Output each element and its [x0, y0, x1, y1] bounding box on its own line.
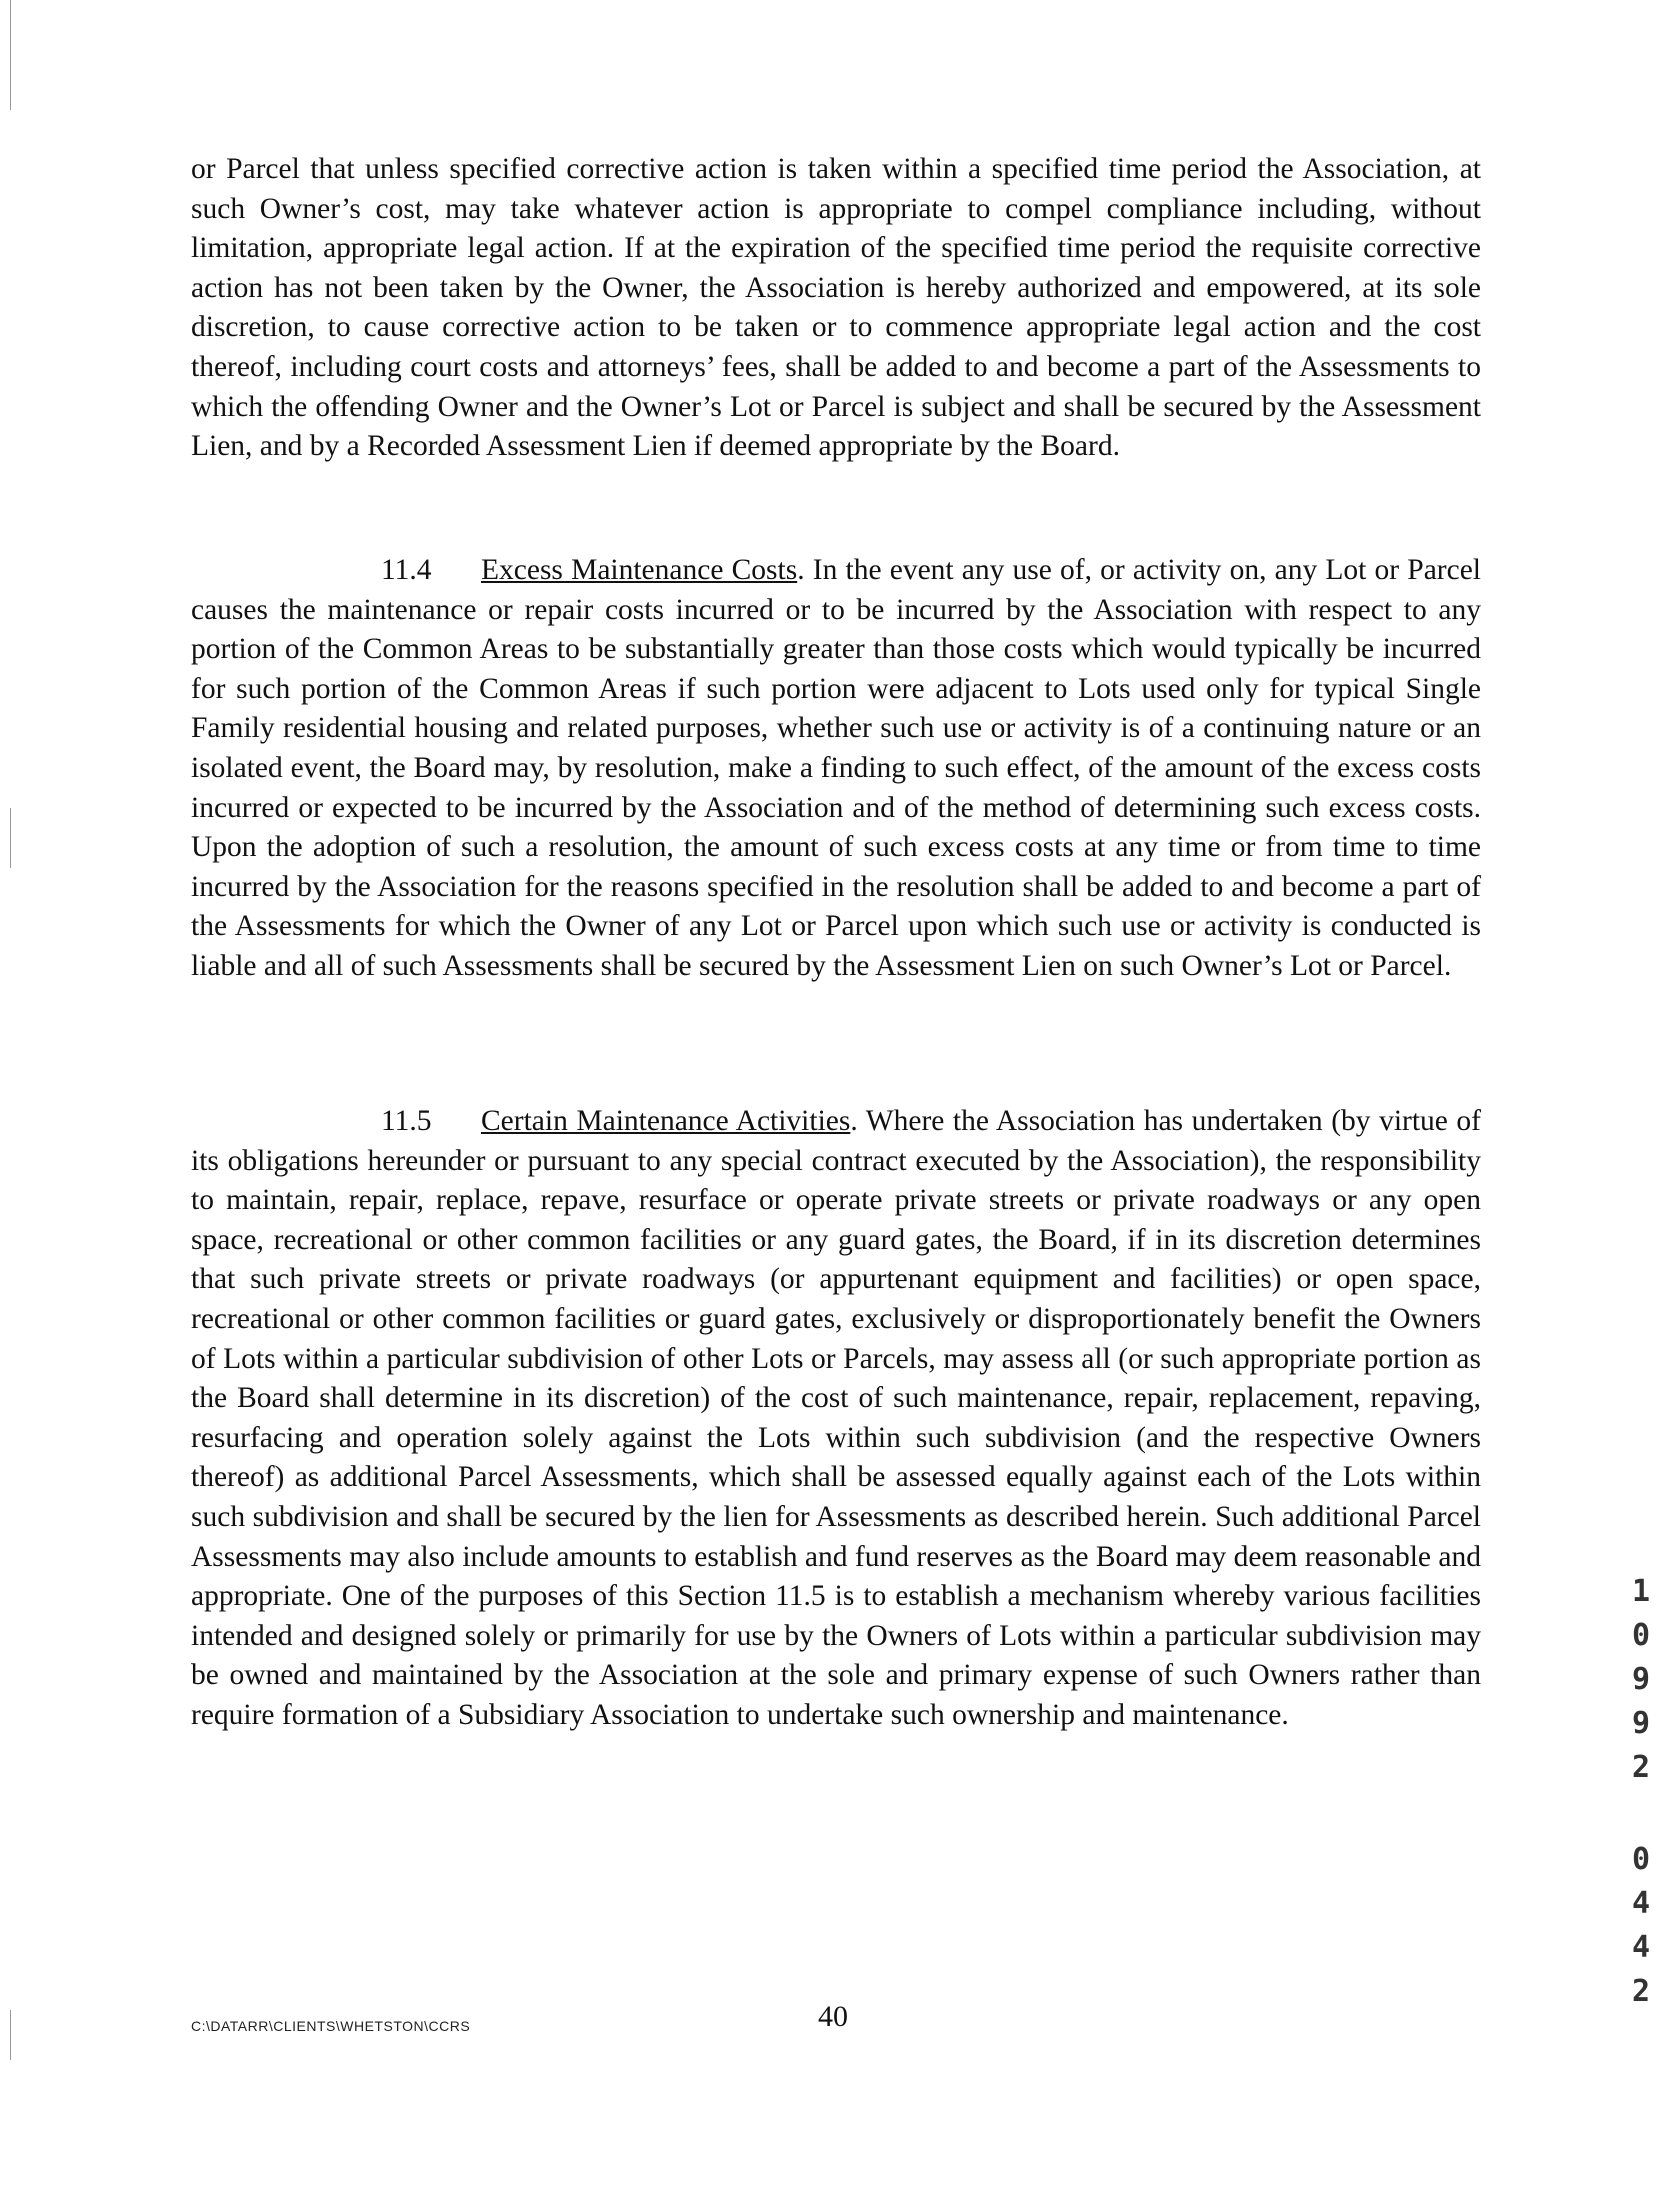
recording-stamp	[1621, 1570, 1661, 2014]
section-heading: Certain Maintenance Activities	[481, 1105, 851, 1137]
stamp-digit: 1	[1631, 1574, 1651, 1609]
section-11-5	[191, 1102, 1481, 1736]
stamp-digit: 4	[1631, 1886, 1651, 1921]
paragraph-text: . In the event any use of, or activity on, any Lot or Parcel causes the maintenance or repair costs incurred or to be incurred by the Association with respect to any portion of the Common Areas to be substantially greater than those costs which would typically be incurred for such portion of the Common Areas if such portion were adjacent to Lots used only for typical Single Family residential housing and related purposes, whether such use or activity is of a continuing nature or an isolated event, the Board may, by resolution, make a finding to such effect, of the amount of the excess costs incurred or expected to be incurred by the Association and of the method of determining such excess costs. Upon the adoption of such a resolution, the amount of such excess costs at any time or from time to time incurred by the Association for the reasons specified in the resolution shall be added to and become a part of the Assessments for which the Owner of any Lot or Parcel upon which such use or activity is conducted is liable and all of such Assessments shall be secured by the Assessment Lien on such Owner’s Lot or Parcel.	[191, 554, 1482, 982]
stamp-digit: 4	[1631, 1930, 1651, 1965]
paragraph-text: . Where the Association has undertaken (by virtue of its obligations hereunder or pursuant to any special contract executed by the Association), the responsibility to maintain, repair, replace, repave, resurface or operate private streets or private roadways or any open space, recreational or other common facilities or any guard gates, the Board, if in its discretion determines that such private streets or private roadways (or appurtenant equipment and facilities) or open space, recreational or other common facilities or guard gates, exclusively or disproportionately benefit the Owners of Lots within a particular subdivision of other Lots or Parcels, may assess all (or such appropriate portion as the Board shall determine in its discretion) of the cost of such maintenance, repair, replacement, repaving, resurfacing and operation solely against the Lots within such subdivision (and the respective Owners thereof) as additional Parcel Assessments, which shall be assessed equally against each of the Lots within such subdivision and shall be secured by the lien for Assessments as described herein. Such additional Parcel Assessments may also include amounts to establish and fund reserves as the Board may deem reasonable and appropriate. One of the purposes of this Section 11.5 is to establish a mechanism whereby various facilities intended and designed solely or primarily for use by the Owners of Lots within a particular subdivision may be owned and maintained by the Association at the sole and primary expense of such Owners rather than require formation of a Subsidiary Association to undertake such ownership and maintenance.	[191, 1105, 1482, 1731]
scan-mark-top	[10, 0, 11, 110]
stamp-digit: 9	[1631, 1662, 1651, 1697]
scan-mark-middle	[10, 808, 11, 868]
stamp-digit: 0	[1631, 1842, 1651, 1877]
stamp-digit: 2	[1631, 1974, 1651, 2009]
stamp-digit: 0	[1631, 1618, 1651, 1653]
section-number: 11.5	[381, 1105, 432, 1137]
paragraph-continuation	[191, 150, 1481, 467]
paragraph-text: or Parcel that unless specified corrective action is taken within a specified time period the Association, at such Owner’s cost, may take whatever action is appropriate to compel compliance including, without limitation, appropriate legal action. If at the expiration of the specified time period the requisite corrective action has not been taken by the Owner, the Association is hereby authorized and empowered, at its sole discretion, to cause corrective action to be taken or to commence appropriate legal action and the cost thereof, including court costs and attorneys’ fees, shall be added to and become a part of the Assessments to which the offending Owner and the Owner’s Lot or Parcel is subject and shall be secured by the Assessment Lien, and by a Recorded Assessment Lien if deemed appropriate by the Board.	[191, 153, 1481, 463]
footer-file-path: C:\DATARR\CLIENTS\WHETSTON\CCRS	[191, 2018, 471, 2034]
section-11-4	[191, 551, 1481, 987]
section-heading: Excess Maintenance Costs	[481, 554, 798, 586]
scan-mark-bottom	[10, 2010, 11, 2060]
stamp-digit: 2	[1631, 1750, 1651, 1785]
section-number: 11.4	[381, 554, 432, 586]
page-number: 40	[818, 2000, 848, 2033]
stamp-digit: 9	[1631, 1706, 1651, 1741]
stamp-gap	[1621, 1790, 1661, 1838]
